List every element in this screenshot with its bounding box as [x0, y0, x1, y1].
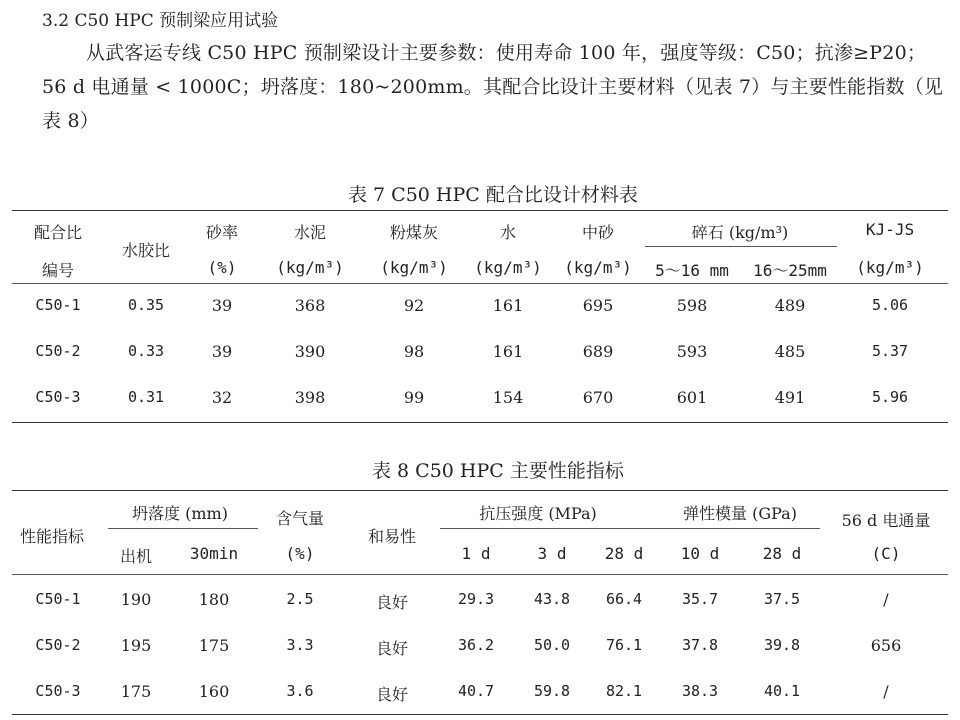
t8-h-air-top: 含气量 — [275, 509, 325, 528]
t8-cell-m10: 35.7 — [681, 590, 719, 608]
t7-h-gravel-large: 16～25mm — [753, 261, 827, 280]
t8-cell-c28: 76.1 — [605, 636, 643, 654]
t8-cell-m30: 180 — [198, 590, 230, 609]
t8-cell-id: C50-2 — [35, 636, 81, 654]
t8-cell-air: 2.5 — [286, 590, 314, 608]
t8-cell-m28: 37.5 — [763, 590, 801, 608]
t7-h-sand-top: 中砂 — [581, 223, 615, 242]
t7-cell-sand: 689 — [582, 342, 614, 361]
t7-cell-flyash: 98 — [403, 342, 425, 361]
t7-h-water-bottom: (kg/m³) — [474, 258, 542, 277]
t7-h-sandrate-top: 砂率 — [205, 223, 239, 242]
t7-cell-sand_rate: 32 — [211, 388, 233, 407]
t8-cell-c28: 66.4 — [605, 590, 643, 608]
table7-gravel-subrule — [645, 246, 837, 247]
t8-cell-c1: 36.2 — [457, 636, 495, 654]
t8-cell-m28: 39.8 — [763, 636, 801, 654]
table8-top-rule — [12, 490, 948, 491]
t7-h-admix-top: KJ-JS — [865, 220, 915, 239]
t8-cell-work: 良好 — [375, 593, 409, 612]
t7-h-sandrate-bottom: (%) — [207, 258, 237, 277]
t8-h-comp-group: 抗压强度 (MPa) — [479, 504, 597, 523]
table7-header-rule — [12, 283, 948, 284]
t7-cell-sand_rate: 39 — [211, 342, 233, 361]
t8-h-mod-group: 弹性模量 (GPa) — [683, 504, 797, 523]
table8-strength-subrule — [440, 528, 820, 529]
paragraph-line-2: 56 d 电通量 < 1000C；坍落度：180~200mm。其配合比设计主要材料（见表 7）与主要性能指数（见 — [42, 76, 944, 98]
table8-slump-subrule — [108, 528, 258, 529]
table7-bottom-rule — [12, 422, 948, 423]
t7-cell-g2: 489 — [774, 296, 806, 315]
paragraph-line-3: 表 8） — [42, 110, 99, 132]
t8-h-workability: 和易性 — [367, 527, 417, 546]
t7-cell-g1: 598 — [676, 296, 708, 315]
t8-h-m28: 28 d — [762, 544, 802, 563]
t8-cell-out: 175 — [120, 682, 152, 701]
t7-cell-id: C50-3 — [35, 388, 81, 406]
t7-cell-sand: 695 — [582, 296, 614, 315]
table7-caption: 表 7 C50 HPC 配合比设计材料表 — [348, 184, 638, 206]
t7-h-cement-bottom: (kg/m³) — [276, 258, 344, 277]
t7-cell-cement: 368 — [294, 296, 326, 315]
t7-h-water-top: 水 — [499, 223, 517, 242]
t7-cell-admix: 5.96 — [871, 388, 909, 406]
t7-cell-g2: 491 — [774, 388, 806, 407]
t8-cell-c3: 59.8 — [533, 682, 571, 700]
t8-h-c28: 28 d — [604, 544, 644, 563]
t8-cell-m10: 37.8 — [681, 636, 719, 654]
t8-cell-out: 190 — [120, 590, 152, 609]
t7-h-flyash-top: 粉煤灰 — [389, 223, 439, 242]
t7-cell-sand: 670 — [582, 388, 614, 407]
t8-h-flux-top: 56 d 电通量 — [841, 511, 931, 530]
t8-h-c3: 3 d — [537, 544, 567, 563]
t7-cell-g1: 601 — [676, 388, 708, 407]
paragraph-line-1: 从武客运专线 C50 HPC 预制梁设计主要参数：使用寿命 100 年，强度等级：C50；抗渗≥P20； — [86, 42, 927, 64]
t8-cell-m30: 175 — [198, 636, 230, 655]
t8-cell-c28: 82.1 — [605, 682, 643, 700]
t8-cell-c3: 43.8 — [533, 590, 571, 608]
t8-cell-flux: / — [883, 682, 889, 701]
t8-h-slump-out: 出机 — [119, 547, 153, 566]
t7-h-cement-top: 水泥 — [293, 223, 327, 242]
t7-cell-admix: 5.06 — [871, 296, 909, 314]
t7-h-wb: 水胶比 — [121, 241, 171, 260]
t7-cell-id: C50-1 — [35, 296, 81, 314]
t8-h-index: 性能指标 — [19, 527, 85, 546]
t7-cell-wb: 0.33 — [127, 342, 165, 360]
t7-cell-sand_rate: 39 — [211, 296, 233, 315]
t8-cell-c1: 40.7 — [457, 682, 495, 700]
t8-cell-air: 3.6 — [286, 682, 314, 700]
t7-cell-id: C50-2 — [35, 342, 81, 360]
t7-cell-flyash: 92 — [403, 296, 425, 315]
section-heading: 3.2 C50 HPC 预制梁应用试验 — [42, 11, 279, 31]
t7-cell-cement: 398 — [294, 388, 326, 407]
t7-cell-g1: 593 — [676, 342, 708, 361]
t8-cell-work: 良好 — [375, 685, 409, 704]
t8-h-slump-group: 坍落度 (mm) — [132, 504, 228, 523]
table8-caption: 表 8 C50 HPC 主要性能指标 — [372, 460, 624, 482]
t8-cell-id: C50-1 — [35, 590, 81, 608]
t8-h-flux-bottom: (C) — [871, 544, 901, 563]
t8-h-slump-30: 30min — [189, 544, 239, 563]
t7-cell-water: 161 — [492, 296, 524, 315]
table8-bottom-rule — [12, 714, 948, 715]
t7-cell-g2: 485 — [774, 342, 806, 361]
t7-cell-wb: 0.35 — [127, 296, 165, 314]
t8-cell-m30: 160 — [198, 682, 230, 701]
t7-cell-flyash: 99 — [403, 388, 425, 407]
t7-h-flyash-bottom: (kg/m³) — [380, 258, 448, 277]
t8-cell-c3: 50.0 — [533, 636, 571, 654]
t7-cell-water: 161 — [492, 342, 524, 361]
t8-h-air-bottom: (%) — [285, 544, 315, 563]
table8-header-rule — [12, 574, 948, 575]
table7-top-rule — [12, 210, 948, 211]
t7-h-mix-bottom: 编号 — [41, 261, 75, 280]
t8-cell-out: 195 — [120, 636, 152, 655]
t8-cell-work: 良好 — [375, 639, 409, 658]
t8-cell-m28: 40.1 — [763, 682, 801, 700]
t7-cell-wb: 0.31 — [127, 388, 165, 406]
t8-h-c1: 1 d — [461, 544, 491, 563]
t8-cell-flux: 656 — [870, 636, 902, 655]
t7-cell-admix: 5.37 — [871, 342, 909, 360]
t7-h-admix-bottom: (kg/m³) — [856, 258, 924, 277]
t7-h-mix-top: 配合比 — [33, 223, 83, 242]
t8-cell-flux: / — [883, 590, 889, 609]
t7-h-sand-bottom: (kg/m³) — [564, 258, 632, 277]
t8-h-m10: 10 d — [680, 544, 720, 563]
t7-cell-water: 154 — [492, 388, 524, 407]
t8-cell-id: C50-3 — [35, 682, 81, 700]
t8-cell-c1: 29.3 — [457, 590, 495, 608]
t8-cell-m10: 38.3 — [681, 682, 719, 700]
t7-h-gravel-small: 5～16 mm — [655, 261, 729, 280]
t7-cell-cement: 390 — [294, 342, 326, 361]
t7-h-gravel-group: 碎石 (kg/m³) — [691, 223, 789, 242]
t8-cell-air: 3.3 — [286, 636, 314, 654]
